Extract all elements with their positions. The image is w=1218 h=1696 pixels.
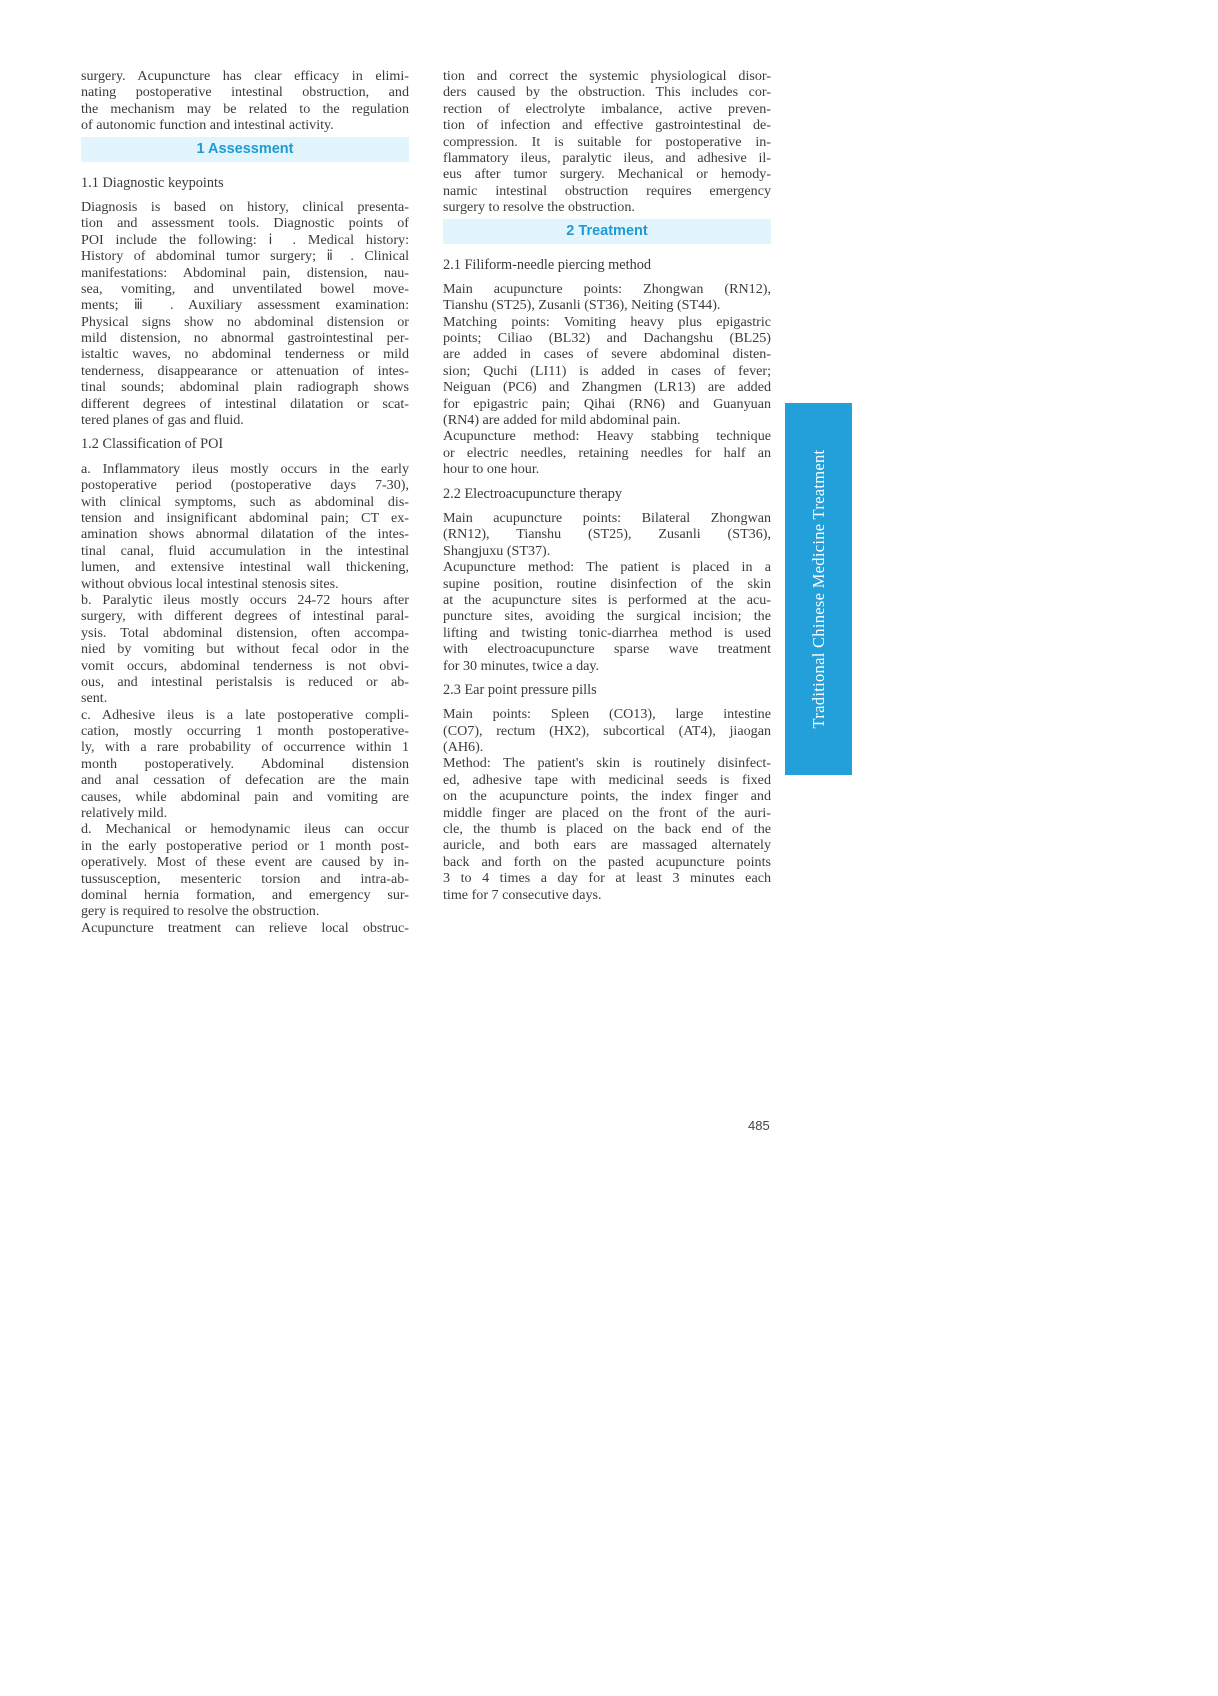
paragraph xyxy=(81,199,409,428)
text-line: cation, mostly occurring 1 month postoperative- xyxy=(81,723,409,740)
text-line: ous, and intestinal peristalsis is reduced or ab- xyxy=(81,673,409,690)
text-line: back and forth on the pasted acupuncture points xyxy=(443,853,771,870)
text-line: Main acupuncture points: Bilateral Zhongwan xyxy=(443,509,771,526)
text-line: ysis. Total abdominal distension, often accompa- xyxy=(81,624,409,641)
text-line: gery is required to resolve the obstruction. xyxy=(81,903,320,920)
text-line: the mechanism may be related to the regulation xyxy=(81,100,409,117)
text-line: auricle, and both ears are massaged alternately xyxy=(443,837,771,854)
subsection-heading-1-2-classification-of-poi: 1.2 Classification of POI xyxy=(81,436,224,453)
text-line: of autonomic function and intestinal activity. xyxy=(81,117,334,134)
text-line: (CO7), rectum (HX2), subcortical (AT4), jiaogan xyxy=(443,722,771,739)
paragraph xyxy=(81,821,409,919)
text-line: in the early postoperative period or 1 month post- xyxy=(81,837,409,854)
text-line: sent. xyxy=(81,690,108,707)
text-line: tussusception, mesenteric torsion and intra-ab- xyxy=(81,870,409,887)
text-line: surgery. Acupuncture has clear efficacy in elimi- xyxy=(81,68,409,84)
subsection-heading-1-1-diagnostic-keypoints: 1.1 Diagnostic keypoints xyxy=(81,174,224,191)
paragraph xyxy=(443,706,771,755)
text-line: namic intestinal obstruction requires emergency xyxy=(443,182,771,199)
text-line: at the acupuncture sites is performed at the acu- xyxy=(443,591,771,608)
text-line: Acupuncture method: Heavy stabbing technique xyxy=(443,428,771,445)
text-line: dominal hernia formation, and emergency sur- xyxy=(81,886,409,903)
text-line: with clinical symptoms, such as abdominal dis- xyxy=(81,493,409,510)
paragraph xyxy=(81,68,409,134)
text-line: Neiguan (PC6) and Zhangmen (LR13) are added xyxy=(443,379,771,396)
text-line: istaltic waves, no abdominal tenderness or mild xyxy=(81,346,409,363)
text-line: sea, vomiting, and unventilated bowel move- xyxy=(81,280,409,297)
text-line: tion of infection and effective gastrointestinal de- xyxy=(443,117,771,134)
text-line: d. Mechanical or hemodynamic ileus can occur xyxy=(81,821,409,838)
text-line: or electric needles, retaining needles for half an xyxy=(443,444,771,461)
text-line: puncture sites, avoiding the surgical incision; the xyxy=(443,608,771,625)
text-line: ments; ⅲ . Auxiliary assessment examination: xyxy=(81,297,409,314)
text-line: causes, while abdominal pain and vomiting are xyxy=(81,788,409,805)
paragraph xyxy=(443,68,771,216)
text-line: supine position, routine disinfection of the skin xyxy=(443,575,771,592)
text-line: Acupuncture method: The patient is placed in a xyxy=(443,559,771,576)
text-line: c. Adhesive ileus is a late postoperative compli- xyxy=(81,706,409,723)
text-line: History of abdominal tumor surgery; ⅱ . Clinical xyxy=(81,248,409,265)
text-line: tenderness, disappearance or attenuation of intes- xyxy=(81,362,409,379)
chapter-side-tab-label: Traditional Chinese Medicine Treatment xyxy=(808,449,828,729)
text-line: POI include the following: ⅰ . Medical history: xyxy=(81,231,409,248)
text-line: manifestations: Abdominal pain, distension, nau- xyxy=(81,264,409,281)
text-line: 3 to 4 times a day for at least 3 minutes each xyxy=(443,870,771,887)
text-line: Physical signs show no abdominal distension or xyxy=(81,313,409,330)
text-line: tion and assessment tools. Diagnostic points of xyxy=(81,215,409,232)
text-line: operatively. Most of these event are caused by in- xyxy=(81,854,409,871)
text-line: (RN4) are added for mild abdominal pain. xyxy=(443,412,681,429)
text-line: mild distension, no abnormal gastrointestinal per- xyxy=(81,330,409,347)
text-line: are added in cases of severe abdominal disten- xyxy=(443,346,771,363)
paragraph xyxy=(443,559,771,674)
text-line: surgery, with different degrees of intestinal paral- xyxy=(81,608,409,625)
text-line: tinal canal, fluid accumulation in the intestinal xyxy=(81,542,409,559)
text-line: sion; Quchi (LI11) is added in cases of fever; xyxy=(443,362,771,379)
text-line: b. Paralytic ileus mostly occurs 24-72 hours after xyxy=(81,591,409,608)
paragraph xyxy=(443,428,771,477)
paragraph xyxy=(443,510,771,559)
left-column xyxy=(81,68,409,936)
text-line: points; Ciliao (BL32) and Dachangshu (BL25) xyxy=(443,330,771,347)
subsection-heading-2-2-electroacupuncture-therapy: 2.2 Electroacupuncture therapy xyxy=(443,485,623,502)
text-line: on the acupuncture points, the index finger and xyxy=(443,788,771,805)
text-line: a. Inflammatory ileus mostly occurs in the early xyxy=(81,460,409,477)
text-line: lumen, and extensive intestinal wall thickening, xyxy=(81,559,409,576)
text-line: eus after tumor surgery. Mechanical or hemody- xyxy=(443,166,771,183)
chapter-side-tab xyxy=(785,403,852,775)
text-line: vomit occurs, abdominal tenderness is not obvi- xyxy=(81,657,409,674)
paragraph xyxy=(443,314,771,429)
text-line: ly, with a rare probability of occurrence within 1 xyxy=(81,739,409,756)
text-line: with electroacupuncture sparse wave treatment xyxy=(443,641,771,658)
text-line: tinal sounds; abdominal plain radiograph shows xyxy=(81,379,409,396)
text-line: nied by vomiting but without fecal odor in the xyxy=(81,641,409,658)
text-line: Diagnosis is based on history, clinical presenta- xyxy=(81,198,409,215)
text-line: cle, the thumb is placed on the back end of the xyxy=(443,821,771,838)
paragraph xyxy=(81,592,409,707)
text-line: ders caused by the obstruction. This includes cor- xyxy=(443,84,771,101)
text-line: hour to one hour. xyxy=(443,461,540,478)
text-line: relatively mild. xyxy=(81,805,168,822)
text-line: Tianshu (ST25), Zusanli (ST36), Neiting (ST44). xyxy=(443,297,721,314)
text-line: month postoperatively. Abdominal distension xyxy=(81,755,409,772)
section-title-1-assessment: 1 Assessment xyxy=(81,137,409,162)
text-line: (RN12), Tianshu (ST25), Zusanli (ST36), xyxy=(443,526,771,543)
text-line: nating postoperative intestinal obstruction, and xyxy=(81,84,409,101)
text-line: for 30 minutes, twice a day. xyxy=(443,657,600,674)
text-line: different degrees of intestinal dilatation or scat- xyxy=(81,395,409,412)
text-line: without obvious local intestinal stenosis sites. xyxy=(81,575,339,592)
paragraph xyxy=(443,281,771,314)
text-line: postoperative period (postoperative days 7-30), xyxy=(81,477,409,494)
right-column xyxy=(443,68,771,903)
page-number: 485 xyxy=(748,1118,770,1133)
paragraph xyxy=(81,461,409,592)
section-title-2-treatment: 2 Treatment xyxy=(443,219,771,244)
text-line: amination shows abnormal dilatation of the intes- xyxy=(81,526,409,543)
text-line: lifting and twisting tonic-diarrhea method is used xyxy=(443,624,771,641)
text-line: and anal cessation of defecation are the main xyxy=(81,772,409,789)
text-line: tion and correct the systemic physiological disor- xyxy=(443,68,771,84)
text-line: Main points: Spleen (CO13), large intestine xyxy=(443,706,771,723)
text-line: Method: The patient's skin is routinely disinfect- xyxy=(443,755,771,772)
text-line: for epigastric pain; Qihai (RN6) and Guanyuan xyxy=(443,395,771,412)
paragraph xyxy=(81,920,409,936)
paragraph xyxy=(443,755,771,903)
text-line: tered planes of gas and fluid. xyxy=(81,412,244,429)
subsection-heading-2-1-filiform-needle-piercing-method: 2.1 Filiform-needle piercing method xyxy=(443,256,652,273)
text-line: rection of electrolyte imbalance, active preven- xyxy=(443,100,771,117)
text-line: flammatory ileus, paralytic ileus, and adhesive il- xyxy=(443,149,771,166)
text-line: tension and insignificant abdominal pain; CT ex- xyxy=(81,509,409,526)
text-line: middle finger are placed on the front of the auri- xyxy=(443,804,771,821)
subsection-heading-2-3-ear-point-pressure-pills: 2.3 Ear point pressure pills xyxy=(443,681,597,698)
text-line: compression. It is suitable for postoperative in- xyxy=(443,133,771,150)
text-line: Matching points: Vomiting heavy plus epigastric xyxy=(443,313,771,330)
text-line: ed, adhesive tape with medicinal seeds is fixed xyxy=(443,771,771,788)
text-line: (AH6). xyxy=(443,739,484,756)
text-line: Main acupuncture points: Zhongwan (RN12), xyxy=(443,280,771,297)
text-line: Acupuncture treatment can relieve local obstruc- xyxy=(81,919,409,936)
paragraph xyxy=(81,707,409,822)
text-line: Shangjuxu (ST37). xyxy=(443,542,551,559)
text-line: time for 7 consecutive days. xyxy=(443,886,602,903)
text-line: surgery to resolve the obstruction. xyxy=(443,199,635,216)
